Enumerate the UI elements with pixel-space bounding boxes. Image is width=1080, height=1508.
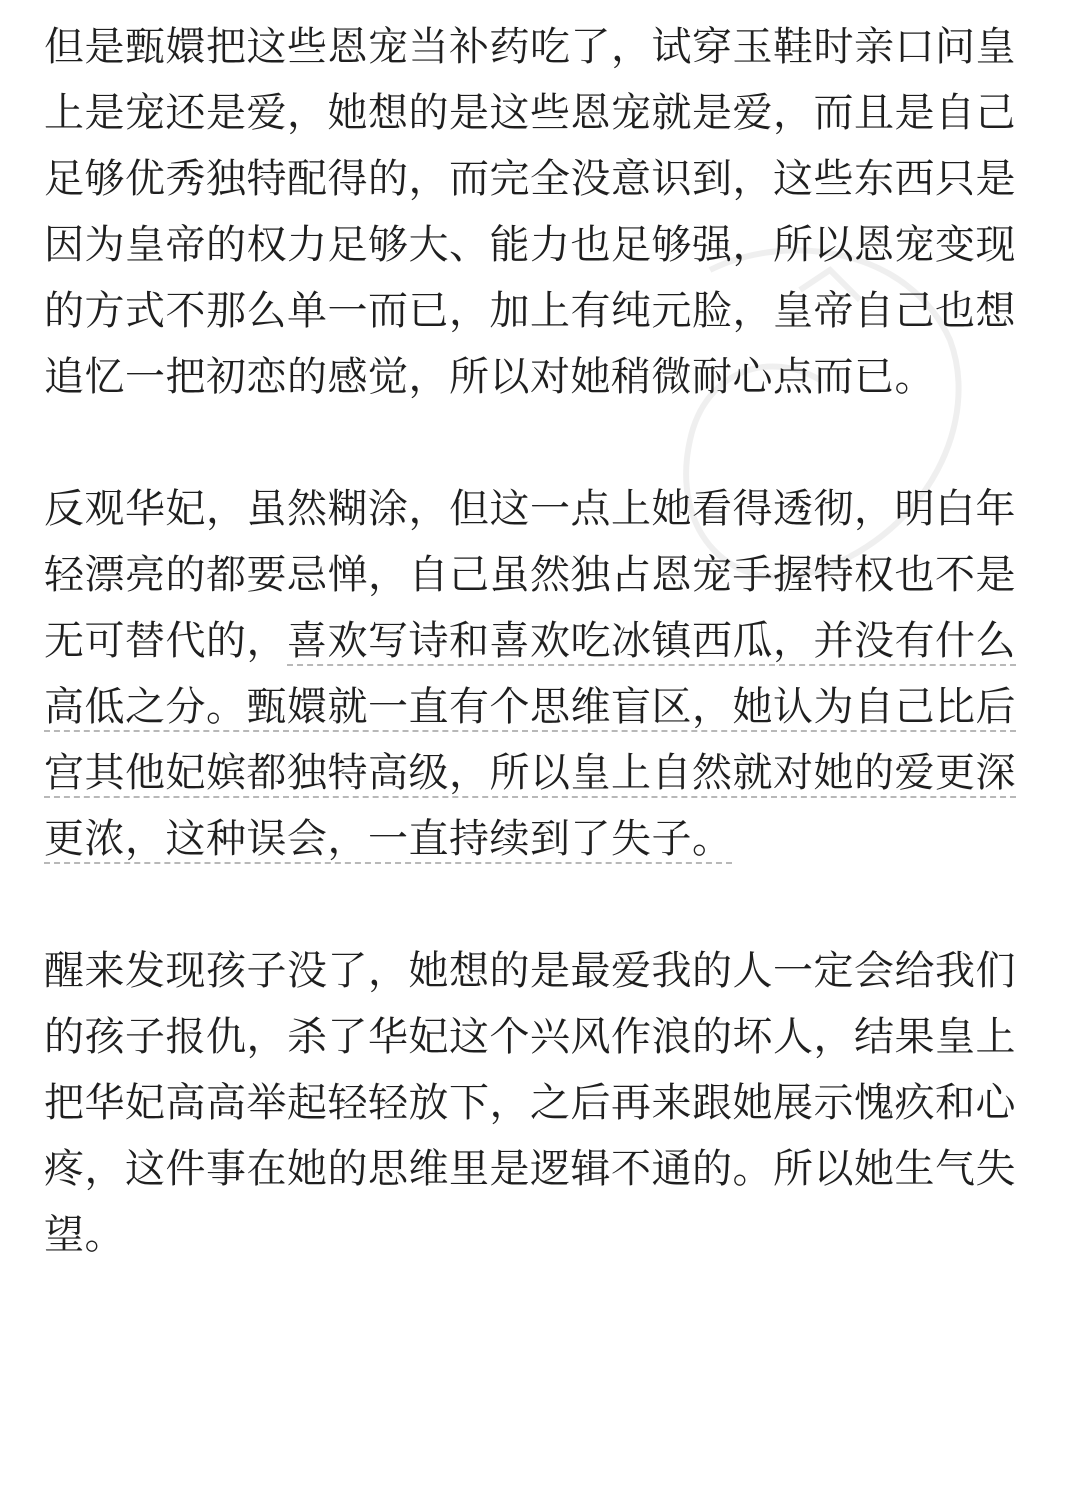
paragraph-3-text: 醒来发现孩子没了，她想的是最爱我的人一定会给我们的孩子报仇，杀了华妃这个兴风作浪的坏人，结果皇上把华妃高高举起轻轻放下，之后再来跟她展示愧疚和心疼，这件事在她的思维里是逻辑不通的。所以她生气失望。 <box>44 948 1016 1258</box>
paragraph-2 <box>44 476 1040 872</box>
paragraph-1-text: 但是甄嬛把这些恩宠当补药吃了，试穿玉鞋时亲口问皇上是宠还是爱，她想的是这些恩宠就是爱，而且是自己足够优秀独特配得的，而完全没意识到，这些东西只是因为皇帝的权力足够大、能力也足够强，所以恩宠变现的方式不那么单一而已，加上有纯元脸，皇帝自己也想追忆一把初恋的感觉，所以对她稍微耐心点而已。 <box>44 24 1016 400</box>
paragraph-2-highlighted-text[interactable]: 喜欢写诗和喜欢吃冰镇西瓜，并没有什么高低之分。甄嬛就一直有个思维盲区，她认为自己比后宫其他妃嫔都独特高级，所以皇上自然就对她的爱更深更浓，这种误会，一直持续到了失子。 <box>44 618 1016 862</box>
paragraph-1 <box>44 14 1040 410</box>
paragraph-2-text: 反观华妃，虽然糊涂，但这一点上她看得透彻，明白年轻漂亮的都要忌惮，自己虽然独占恩宠手握特权也不是无可替代的， <box>44 486 1016 664</box>
paragraph-3 <box>44 938 1040 1268</box>
article-body <box>44 14 1040 1268</box>
